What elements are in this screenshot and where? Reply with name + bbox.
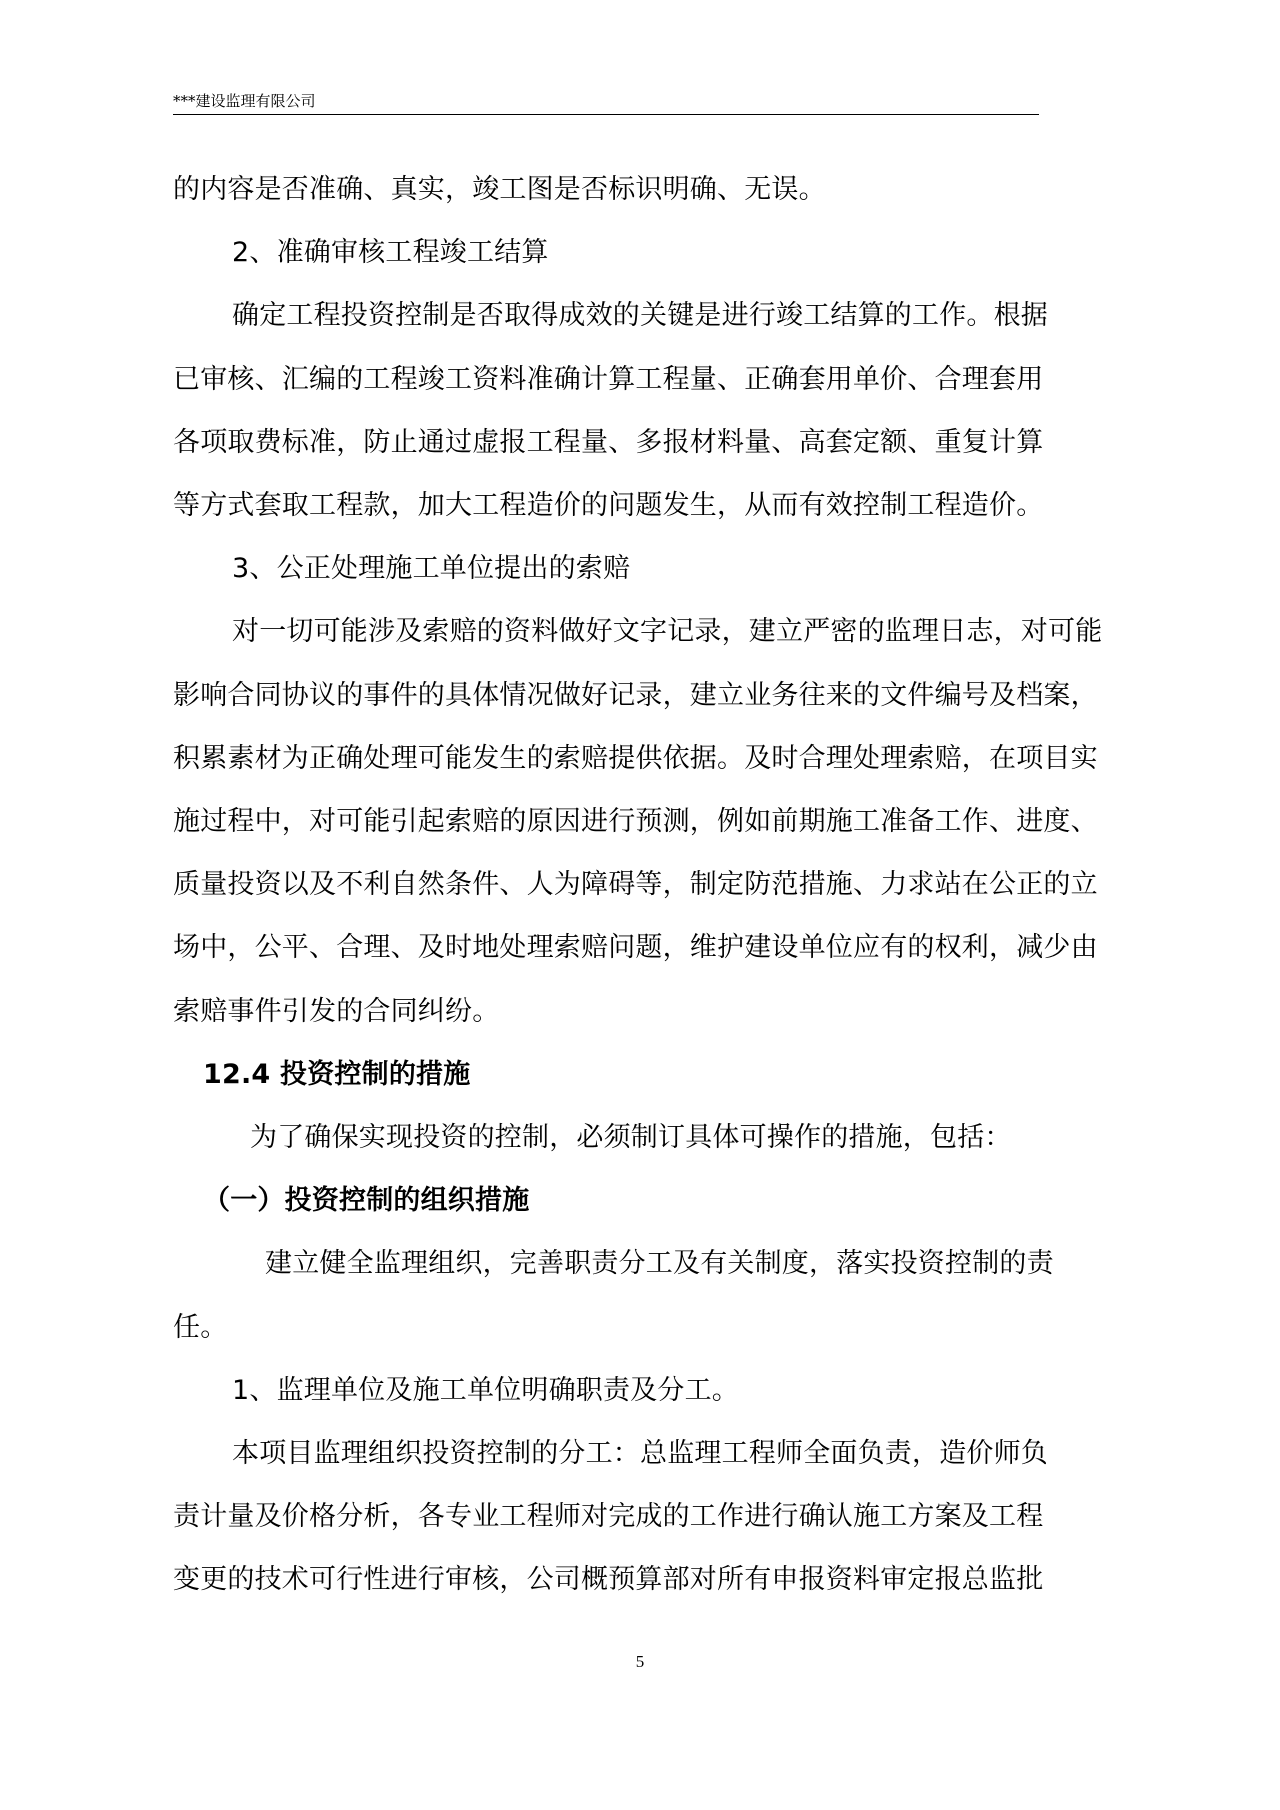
text-line: 积累素材为正确处理可能发生的索赔提供依据。及时合理处理索赔，在项目实 (173, 743, 1098, 774)
text-line: 等方式套取工程款，加大工程造价的问题发生，从而有效控制工程造价。 (173, 490, 1044, 521)
text-line: 为了确保实现投资的控制，必须制订具体可操作的措施，包括： (250, 1122, 1012, 1153)
text-line: 已审核、汇编的工程竣工资料准确计算工程量、正确套用单价、合理套用 (173, 364, 1044, 395)
section-heading: 12.4 投资控制的措施 (203, 1059, 471, 1090)
section-heading: （一）投资控制的组织措施 (203, 1185, 530, 1216)
text-line: 索赔事件引发的合同纠纷。 (173, 996, 500, 1027)
page-header (173, 92, 1039, 115)
text-line: 任。 (173, 1312, 228, 1343)
text-line: 确定工程投资控制是否取得成效的关键是进行竣工结算的工作。根据 (232, 300, 1048, 331)
text-line: 施过程中，对可能引起索赔的原因进行预测，例如前期施工准备工作、进度、 (173, 806, 1098, 837)
text-line: 场中，公平、合理、及时地处理索赔问题，维护建设单位应有的权利，减少由 (173, 932, 1098, 963)
text-line: 各项取费标准，防止通过虚报工程量、多报材料量、高套定额、重复计算 (173, 427, 1044, 458)
text-line: 责计量及价格分析，各专业工程师对完成的工作进行确认施工方案及工程 (173, 1501, 1044, 1532)
subheading: 1、监理单位及施工单位明确职责及分工。 (232, 1375, 739, 1406)
text-line: 变更的技术可行性进行审核，公司概预算部对所有申报资料审定报总监批 (173, 1564, 1044, 1595)
text-line: 建立健全监理组织，完善职责分工及有关制度，落实投资控制的责 (265, 1248, 1054, 1279)
text-line: 质量投资以及不利自然条件、人为障碍等，制定防范措施、力求站在公正的立 (173, 869, 1098, 900)
page-number: 5 (635, 1652, 645, 1671)
text-line: 影响合同协议的事件的具体情况做好记录，建立业务往来的文件编号及档案， (173, 680, 1098, 711)
subheading: 3、公正处理施工单位提出的索赔 (232, 553, 631, 584)
text-line: 对一切可能涉及索赔的资料做好文字记录，建立严密的监理日志，对可能 (232, 616, 1103, 647)
header-company: ***建设监理有限公司 (173, 92, 316, 110)
text-line: 的内容是否准确、真实，竣工图是否标识明确、无误。 (173, 174, 826, 205)
subheading: 2、准确审核工程竣工结算 (232, 237, 549, 268)
text-line: 本项目监理组织投资控制的分工：总监理工程师全面负责，造价师负 (232, 1438, 1048, 1469)
